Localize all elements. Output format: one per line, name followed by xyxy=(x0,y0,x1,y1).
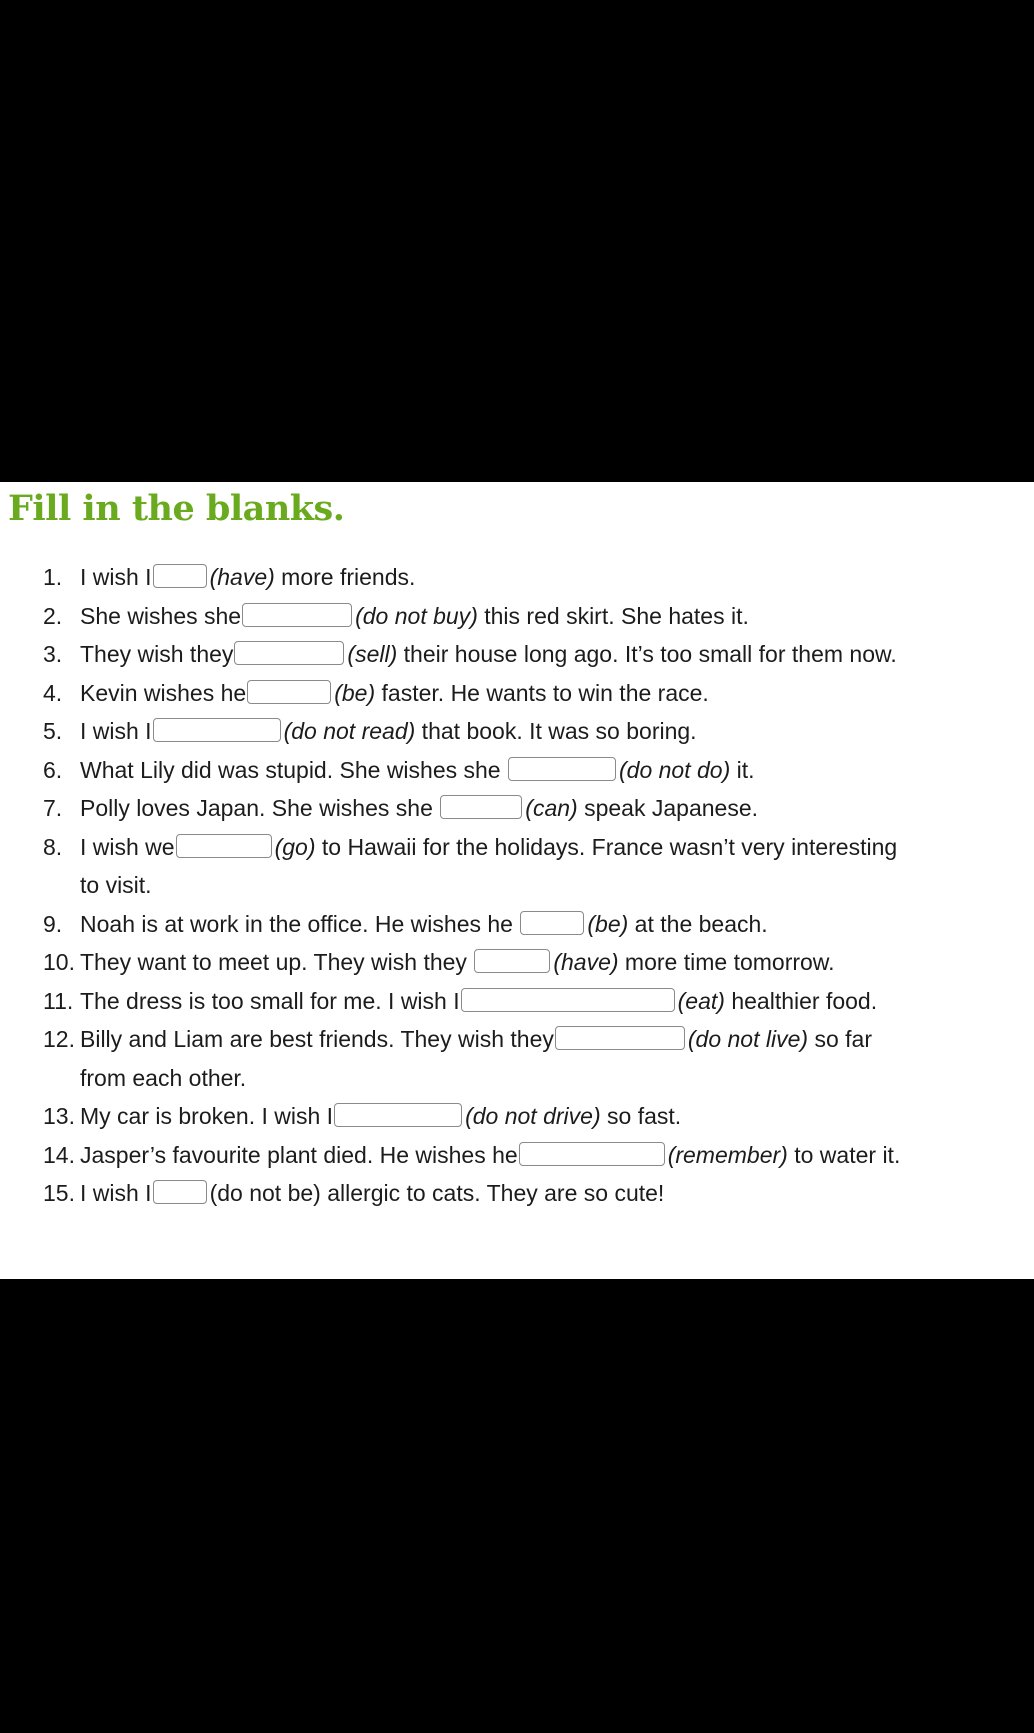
exercise-item-8 xyxy=(43,828,1028,905)
verb-hint: have xyxy=(217,564,268,590)
item-text: She wishes she (do not buy) this red skirt. She hates it. xyxy=(80,602,749,629)
answer-blank[interactable] xyxy=(520,911,584,935)
verb-hint: do not buy xyxy=(362,602,471,629)
answer-blank[interactable] xyxy=(508,757,616,781)
item-text: Billy and Liam are best friends. They wish they (do not live) so far xyxy=(80,1026,872,1052)
verb-hint: can xyxy=(532,795,571,821)
sentence-start: They wish they xyxy=(80,641,234,667)
answer-blank[interactable] xyxy=(176,834,272,858)
verb-hint: do not drive xyxy=(472,1103,593,1129)
item-continuation: from each other. xyxy=(80,1064,247,1091)
verb-hint: do not read xyxy=(291,718,408,744)
sentence-start: What Lily did was stupid. She wishes she xyxy=(80,756,501,783)
item-number: 5. xyxy=(43,718,63,744)
exercise-list xyxy=(43,558,1028,1213)
answer-blank[interactable] xyxy=(440,795,522,819)
verb-hint: sell xyxy=(355,641,390,667)
sentence-end: at the beach. xyxy=(628,910,768,937)
sentence-end: allergic to cats. They are so cute! xyxy=(320,1180,665,1206)
sentence-start: I wish I xyxy=(80,718,152,744)
item-number: 1. xyxy=(43,564,63,590)
answer-blank[interactable] xyxy=(247,680,331,704)
sentence-end: it. xyxy=(730,756,755,783)
verb-hint: do not do xyxy=(626,756,723,783)
verb-hint: remember xyxy=(675,1141,781,1168)
sentence-start: I wish I xyxy=(80,1180,152,1206)
item-text: I wish I (do not read) that book. It was so boring. xyxy=(80,718,697,744)
item-text: Noah is at work in the office. He wishes he (be) at the beach. xyxy=(80,910,768,937)
answer-blank[interactable] xyxy=(153,564,207,588)
verb-hint: do not be xyxy=(217,1180,314,1206)
verb-hint: be xyxy=(595,910,621,937)
answer-blank[interactable] xyxy=(334,1103,462,1127)
sentence-end: healthier food. xyxy=(724,987,878,1014)
sentence-end: faster. He wants to win the race. xyxy=(375,679,709,706)
item-text: What Lily did was stupid. She wishes she (do not do) it. xyxy=(80,756,755,783)
exercise-item-4 xyxy=(43,674,1028,713)
exercise-item-9 xyxy=(43,905,1028,944)
answer-blank[interactable] xyxy=(242,603,352,627)
sentence-end: their house long ago. It’s too small for them now. xyxy=(397,641,897,667)
exercise-item-6 xyxy=(43,751,1028,790)
item-text: I wish I (have) more friends. xyxy=(80,564,416,590)
item-text: They wish they (sell) their house long ago. It’s too small for them now. xyxy=(80,641,897,667)
item-number: 11. xyxy=(43,987,74,1014)
item-continuation: to visit. xyxy=(80,872,152,898)
item-number: 2. xyxy=(43,602,63,629)
sentence-start: Noah is at work in the office. He wishes he xyxy=(80,910,513,937)
exercise-item-2 xyxy=(43,597,1028,636)
verb-hint: eat xyxy=(685,987,718,1014)
exercise-item-12 xyxy=(43,1020,1028,1097)
sentence-start: The dress is too small for me. I wish I xyxy=(80,987,460,1014)
item-number: 9. xyxy=(43,910,63,937)
sentence-end: this red skirt. She hates it. xyxy=(477,602,749,629)
exercise-item-14 xyxy=(43,1136,1028,1175)
exercise-item-15 xyxy=(43,1174,1028,1213)
item-text: Kevin wishes he (be) faster. He wants to win the race. xyxy=(80,679,709,706)
answer-blank[interactable] xyxy=(519,1142,665,1166)
verb-hint: have xyxy=(561,949,611,975)
item-number: 13. xyxy=(43,1103,75,1129)
answer-blank[interactable] xyxy=(555,1026,685,1050)
item-text: Jasper’s favourite plant died. He wishes he (remember) to water it. xyxy=(80,1141,901,1168)
item-text: They want to meet up. They wish they (have) more time tomorrow. xyxy=(80,949,835,975)
item-text: The dress is too small for me. I wish I (eat) healthier food. xyxy=(80,987,878,1014)
sentence-start: They want to meet up. They wish they xyxy=(80,949,467,975)
sentence-start: I wish I xyxy=(80,564,152,590)
sentence-end: so far xyxy=(808,1026,872,1052)
worksheet-title: Fill in the blanks. xyxy=(8,488,345,529)
item-number: 6. xyxy=(43,756,63,783)
sentence-start: Jasper’s favourite plant died. He wishes he xyxy=(80,1141,518,1168)
sentence-end: so fast. xyxy=(600,1103,682,1129)
exercise-item-5 xyxy=(43,712,1028,751)
item-text: Polly loves Japan. She wishes she (can) speak Japanese. xyxy=(80,795,758,821)
item-text: My car is broken. I wish I (do not drive) so fast. xyxy=(80,1103,682,1129)
exercise-item-11 xyxy=(43,982,1028,1021)
item-number: 8. xyxy=(43,833,63,860)
sentence-start: Billy and Liam are best friends. They wish they xyxy=(80,1026,554,1052)
verb-hint: go xyxy=(282,833,308,860)
item-number: 14. xyxy=(43,1141,75,1168)
sentence-start: I wish we xyxy=(80,833,175,860)
sentence-start: She wishes she xyxy=(80,602,242,629)
exercise-item-10 xyxy=(43,943,1028,982)
sentence-end: to water it. xyxy=(787,1141,901,1168)
answer-blank[interactable] xyxy=(474,949,550,973)
answer-blank[interactable] xyxy=(461,988,675,1012)
answer-blank[interactable] xyxy=(234,641,344,665)
sentence-end: more time tomorrow. xyxy=(618,949,835,975)
item-number: 7. xyxy=(43,795,63,821)
sentence-end: speak Japanese. xyxy=(577,795,758,821)
item-text: I wish we (go) to Hawaii for the holidays. France wasn’t very interesting xyxy=(80,833,898,860)
answer-blank[interactable] xyxy=(153,718,281,742)
answer-blank[interactable] xyxy=(153,1180,207,1204)
exercise-item-3 xyxy=(43,635,1028,674)
item-number: 4. xyxy=(43,679,63,706)
item-number: 12. xyxy=(43,1026,75,1052)
item-text: I wish I (do not be) allergic to cats. They are so cute! xyxy=(80,1180,665,1206)
exercise-item-1 xyxy=(43,558,1028,597)
item-number: 3. xyxy=(43,641,63,667)
sentence-start: Polly loves Japan. She wishes she xyxy=(80,795,433,821)
exercise-item-13 xyxy=(43,1097,1028,1136)
verb-hint: be xyxy=(341,679,368,706)
sentence-start: Kevin wishes he xyxy=(80,679,247,706)
item-number: 10. xyxy=(43,949,75,975)
sentence-end: to Hawaii for the holidays. France wasn’t very interesting xyxy=(315,833,898,860)
verb-hint: do not live xyxy=(695,1026,801,1052)
sentence-start: My car is broken. I wish I xyxy=(80,1103,334,1129)
worksheet xyxy=(0,482,1034,1279)
sentence-end: that book. It was so boring. xyxy=(415,718,697,744)
sentence-end: more friends. xyxy=(274,564,416,590)
item-number: 15. xyxy=(43,1180,75,1206)
exercise-item-7 xyxy=(43,789,1028,828)
